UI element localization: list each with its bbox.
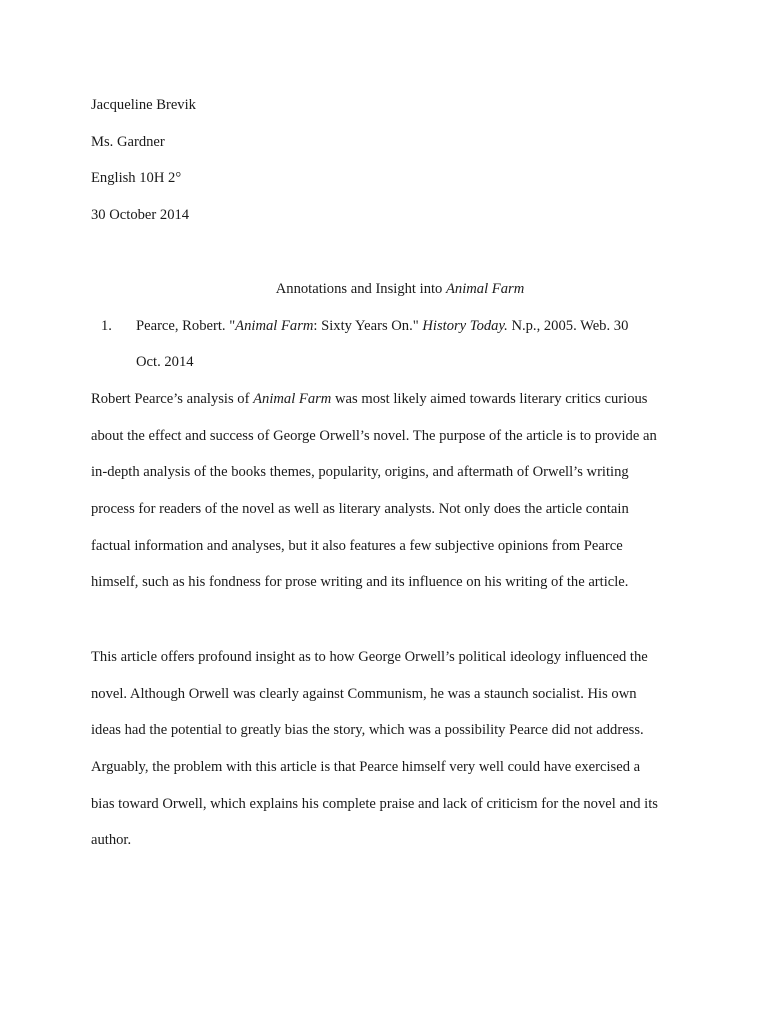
citation-number: 1.: [101, 318, 112, 334]
paragraph-2: [91, 648, 691, 868]
p1-line1-italic: Animal Farm: [253, 391, 332, 407]
student-name: Jacqueline Brevik: [91, 97, 196, 113]
course-name: English 10H 2°: [91, 170, 182, 186]
citation-work-rest: : Sixty Years On.": [313, 318, 423, 334]
paragraph-2-line-1: This article offers profound insight as to how George Orwell’s political ideology influenced the: [91, 649, 648, 665]
document-date: 30 October 2014: [91, 207, 190, 223]
citation-journal: History Today.: [422, 318, 508, 334]
paragraph-2-line-3: ideas had the potential to greatly bias the story, which was a possibility Pearce did not address.: [91, 722, 644, 739]
citation-author: Pearce, Robert. ": [136, 318, 236, 334]
citation-line-1: [136, 317, 628, 335]
paragraph-2-line-5: bias toward Orwell, which explains his complete praise and lack of criticism for the novel and its: [91, 795, 658, 812]
p1-line1-pre: Robert Pearce’s analysis of: [91, 391, 254, 407]
paragraph-2-line-2: novel. Although Orwell was clearly against Communism, he was a staunch socialist. His own: [91, 685, 637, 702]
citation-work-title: Animal Farm: [235, 318, 314, 334]
title-italic: Animal Farm: [446, 281, 525, 297]
paragraph-1-line-6: himself, such as his fondness for prose writing and its influence on his writing of the article.: [91, 574, 629, 591]
paragraph-1: [91, 390, 691, 610]
paragraph-1-line-2: about the effect and success of George Orwell’s novel. The purpose of the article is to provide an: [91, 427, 657, 444]
paragraph-1-line-5: factual information and analyses, but it also features a few subjective opinions from Pearce: [91, 537, 623, 554]
teacher-name: Ms. Gardner: [91, 134, 165, 150]
document-title: [0, 280, 768, 298]
paragraph-2-line-6: author.: [91, 832, 132, 849]
paragraph-1-line-3: in-depth analysis of the books themes, popularity, origins, and aftermath of Orwell’s writing: [91, 464, 629, 481]
paragraph-2-line-4: Arguably, the problem with this article is that Pearce himself very well could have exercised a: [91, 759, 641, 776]
paragraph-1-line-4: process for readers of the novel as well as literary analysts. Not only does the article contain: [91, 501, 629, 518]
p1-line1-post: was most likely aimed towards literary critics curious: [331, 391, 648, 407]
title-prefix: Annotations and Insight into: [275, 281, 446, 297]
citation-line-2: Oct. 2014: [136, 354, 194, 370]
citation-details: N.p., 2005. Web. 30: [507, 318, 629, 334]
paragraph-1-line-1: [91, 390, 691, 427]
